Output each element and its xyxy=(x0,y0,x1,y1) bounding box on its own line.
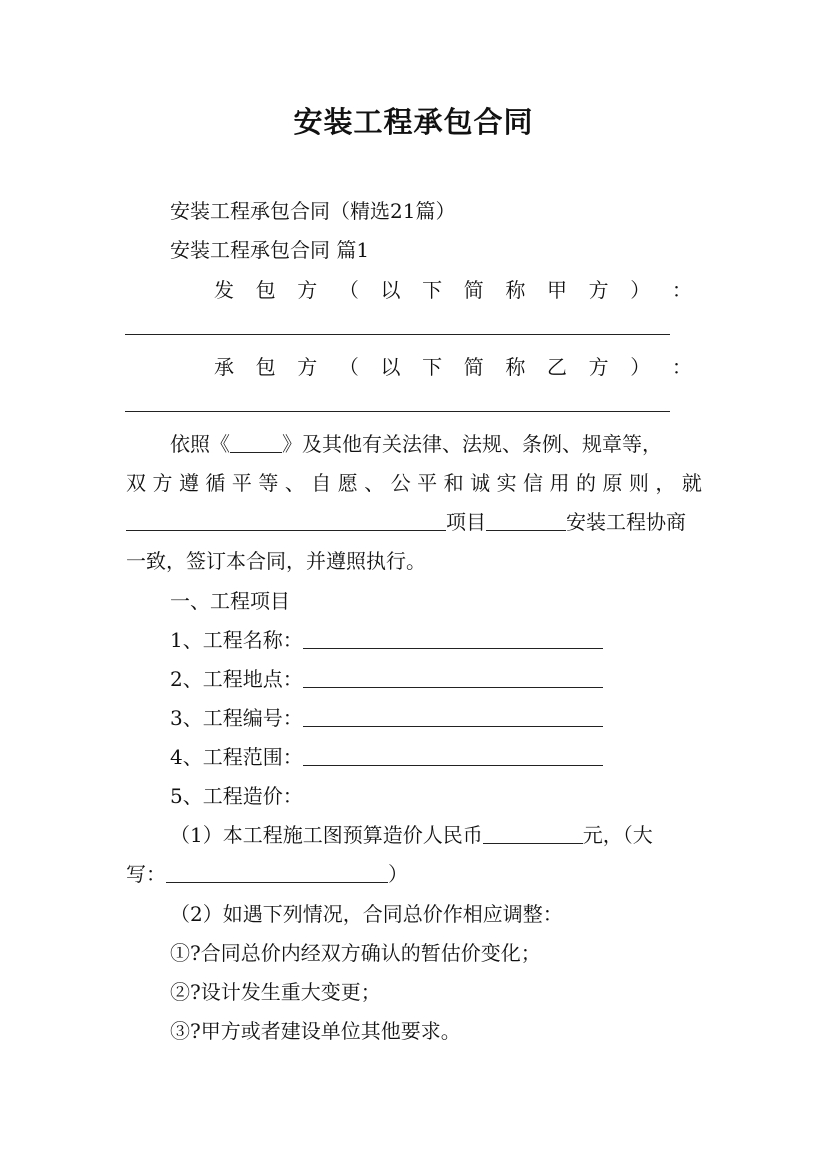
party-b-char: 承 xyxy=(214,355,234,379)
party-a-char: 以 xyxy=(380,278,401,302)
price-words-line xyxy=(126,861,408,887)
party-b-char: 简 xyxy=(463,355,484,379)
item-name xyxy=(170,627,603,653)
item-scope-blank xyxy=(303,745,603,766)
adjust-item-3: ③?甲方或者建设单位其他要求。 xyxy=(170,1019,461,1043)
document-title: 安装工程承包合同 xyxy=(293,105,534,139)
basis-open: 依照《 xyxy=(170,432,230,456)
principle-char: 用 xyxy=(549,471,570,495)
item-location-blank xyxy=(303,667,603,688)
item-number-label: 3、工程编号： xyxy=(170,706,303,730)
party-b-char: ： xyxy=(671,355,692,379)
party-b-char: 称 xyxy=(505,355,526,379)
party-a-char: 发 xyxy=(214,278,234,302)
party-a-label xyxy=(214,277,692,303)
party-b-label xyxy=(214,354,692,380)
project-line xyxy=(126,509,686,535)
item-scope-label: 4、工程范围： xyxy=(170,745,303,769)
principle-char: 公 xyxy=(390,471,411,495)
basis-line xyxy=(170,431,662,457)
principle-char: 则 xyxy=(628,471,649,495)
party-b-char: 以 xyxy=(380,355,401,379)
principle-char: 自 xyxy=(311,471,332,495)
law-name-blank xyxy=(230,432,282,453)
adjust-line: （2）如遇下列情况，合同总价作相应调整： xyxy=(170,902,563,926)
principle-char: 实 xyxy=(496,471,517,495)
party-b-char: 下 xyxy=(422,355,443,379)
party-b-char: 方 xyxy=(588,355,609,379)
principle-char: 、 xyxy=(364,471,385,495)
party-a-char: ） xyxy=(630,278,651,302)
principle-char: 方 xyxy=(152,471,173,495)
principle-char: 和 xyxy=(443,471,464,495)
project-type-blank xyxy=(486,510,566,531)
agree-line: 一致，签订本合同，并遵照执行。 xyxy=(126,549,426,573)
item-location xyxy=(170,666,603,692)
item-number-blank xyxy=(303,706,603,727)
item-number xyxy=(170,705,603,731)
principle-char: 诚 xyxy=(470,471,491,495)
party-b-char: 乙 xyxy=(547,355,567,379)
party-a-char: 下 xyxy=(422,278,443,302)
price-text: （1）本工程施工图预算造价人民币 xyxy=(170,823,483,847)
principle-line xyxy=(126,470,702,496)
section-heading: 一、工程项目 xyxy=(170,589,290,613)
item-scope xyxy=(170,744,603,770)
party-b-char: （ xyxy=(338,355,359,379)
party-b-blank xyxy=(125,411,670,412)
adjust-item-2: ②?设计发生重大变更； xyxy=(170,980,381,1004)
price-words-close: ） xyxy=(388,862,408,886)
party-a-char: ： xyxy=(671,278,692,302)
party-b-char: ） xyxy=(630,355,651,379)
part-heading: 安装工程承包合同 篇1 xyxy=(170,238,370,262)
principle-char: 双 xyxy=(126,471,146,495)
principle-char: 愿 xyxy=(337,471,358,495)
principle-char: 就 xyxy=(681,471,702,495)
party-a-blank xyxy=(125,334,670,335)
item-location-label: 2、工程地点： xyxy=(170,667,303,691)
principle-char: 的 xyxy=(575,471,596,495)
subtitle: 安装工程承包合同（精选21篇） xyxy=(170,199,456,223)
party-b-char: 包 xyxy=(255,355,276,379)
party-a-char: 甲 xyxy=(547,278,567,302)
party-a-char: 方 xyxy=(297,278,318,302)
principle-char: 平 xyxy=(231,471,252,495)
project-mid: 项目 xyxy=(446,510,486,534)
price-words-label: 写： xyxy=(126,862,166,886)
project-name-blank xyxy=(126,510,446,531)
party-a-char: 称 xyxy=(505,278,526,302)
price-words-blank xyxy=(166,862,388,883)
item-price: 5、工程造价： xyxy=(170,784,303,808)
party-a-char: （ xyxy=(338,278,359,302)
principle-char: ， xyxy=(655,471,676,495)
party-a-char: 简 xyxy=(463,278,484,302)
principle-char: 信 xyxy=(523,471,544,495)
price-line xyxy=(170,822,653,848)
party-b-char: 方 xyxy=(297,355,318,379)
principle-char: 循 xyxy=(205,471,226,495)
project-end: 安装工程协商 xyxy=(566,510,686,534)
adjust-item-1: ①?合同总价内经双方确认的暂估价变化； xyxy=(170,941,541,965)
principle-char: 遵 xyxy=(178,471,199,495)
principle-char: 等 xyxy=(258,471,279,495)
principle-char: 、 xyxy=(284,471,305,495)
party-a-char: 方 xyxy=(588,278,609,302)
price-number-blank xyxy=(483,823,583,844)
principle-char: 原 xyxy=(602,471,623,495)
principle-char: 平 xyxy=(417,471,438,495)
price-unit: 元，（大 xyxy=(582,823,653,847)
party-a-char: 包 xyxy=(255,278,276,302)
basis-close: 》及其他有关法律、法规、条例、规章等， xyxy=(282,432,662,456)
item-name-label: 1、工程名称： xyxy=(170,628,303,652)
item-name-blank xyxy=(303,628,603,649)
